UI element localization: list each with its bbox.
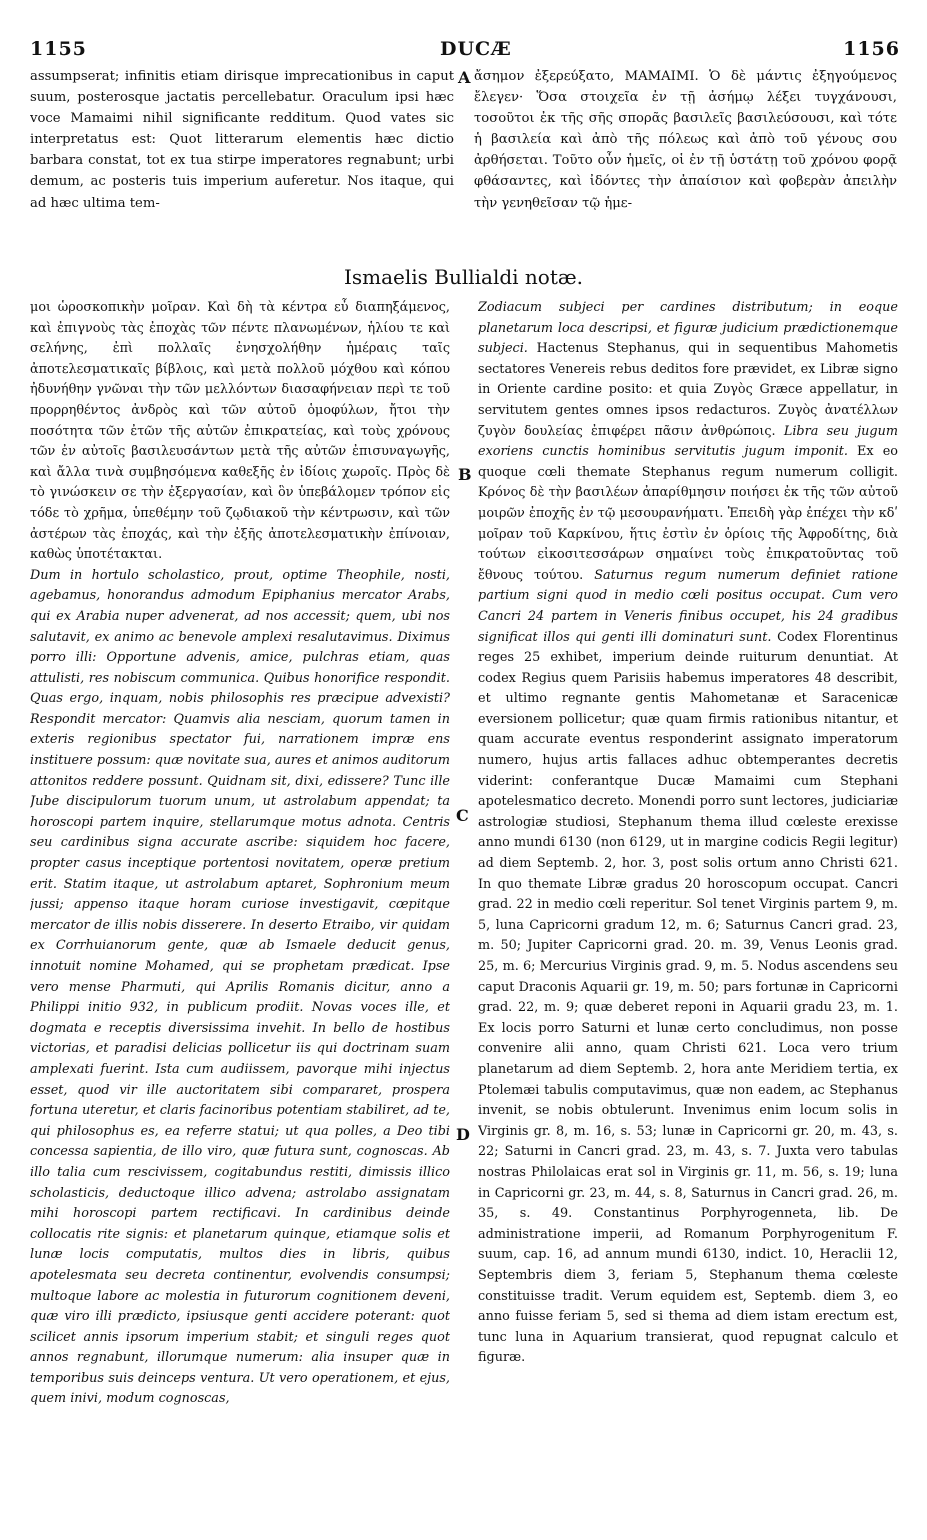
top-latin-text: assumpserat; infinitis etiam dirisque imprecationibus in caput suum, posterosque jactatis percellebatur. Oraculum ipsi hæc voce Mamaimi nihil significante redditum. Quod vates sic interpretatus est: Quot litterarum elementis hæc dictio barbara constat, tot ex tua stirpe imperatores regnabunt; urbi demum, ac posteris tuis imperium auferetur. Nos itaque, qui ad hæc ultima tem- — [30, 69, 454, 211]
margin-letter-d: D — [456, 1125, 470, 1144]
top-latin-column — [30, 66, 454, 266]
running-header — [30, 38, 900, 64]
notes-right-text-6: Codex Florentinus reges 25 exhibet, imperium deinde ruiturum denuntiat. At codex Regius quem Parisiis habemus imperatores 48 describit, et ultimo regnante gentis Mahometanæ et Saracenicæ eversionem pollicetur; quæ quam firmis rationibus nitantur, et quam accurate eventus responderint assignato imperatorum numero, hujus artis fallaces adhuc obtemperantes decretis viderint: conferantque Ducæ Mamaimi cum Stephani apotelesmatico decreto. Monendi porro sunt lectores, judiciariæ astrologiæ studiosi, Stephanum thema illud cœleste erexisse anno mundi 6130 (non 6129, ut in margine codicis Regii legitur) ad diem Septemb. 2, hor. 3, post solis ortum anno Christi 621. In quo themate Libræ gradus 20 horoscopum occupat. Cancri grad. 22 in medio cœli reperitur. Sol tenet Virginis partem 9, m. 5, luna Capricorni gradum 12, m. 6; Saturnus Cancri grad. 23, m. 50; Jupiter Capricorni grad. 20. m. 39, Venus Leonis grad. 25, m. 6; Mercurius Virginis grad. 9, m. 5. Nodus ascendens seu caput Draconis Aquarii gr. 19, m. 50; pars fortunæ in Capricorni grad. 22, m. 9; quæ deberet reponi in Aquarii gradu 23, m. 1. Ex locis porro Saturni et lunæ certo concludimus, non posse convenire alii anno, quam Christi 621. Loca vero trium planetarum ad diem Septemb. 2, hora ante Meridiem tertia, ex Ptolemæi tabulis computavimus, quæ non eadem, ac Stephanus invenit, se nobis obtulerunt. Invenimus enim locum solis in Virginis gr. 8, m. 16, s. 53; lunæ in Capricorni gr. 20, m. 43, s. 22; Saturni in Cancri grad. 23, m. 43, s. 7. Juxta vero tabulas nostras Philolaicas erat sol in Virginis gr. 11, m. 56, s. 19; luna in Capricorni gr. 23, m. 44, s. 8, Saturnus in Cancri grad. 26, m. 35, s. 49. Constantinus Porphyrogenneta, lib. De administratione imperii, ad Romanum Porphyrogenitum F. suum, cap. 16, ad annum mundi 6130, indict. 10, Heraclii 12, Septembris diem 3, feriam 5, Stephanum thema cœleste constituisse tradit. Verum equidem est, Septemb. diem 3, eo anno fuisse feriam 5, sed si thema ad diem istam erectum est, tunc luna in Aquarium transierat, quod repugnat calculo et figuræ. — [478, 629, 898, 1366]
page-number-right: 1156 — [843, 38, 900, 60]
top-greek-text: ἄσημον ἐξερεύξατο, ΜΑΜΑΙΜΙ. Ὁ δὲ μάντις ἐξηγούμενος ἔλεγεν· Ὅσα στοιχεῖα ἐν τῇ ἀσήμῳ λέξει τυγχάνουσι, τοσοῦτοι ἐκ τῆς σῆς σπορᾶς βασιλεῖς βασιλεύσουσι, καὶ τότε ἡ βασιλεία καὶ ἀπὸ τῆς πόλεως καὶ ἀπὸ τοῦ γένους σου ἀρθήσεται. Τοῦτο οὖν ἡμεῖς, οἱ ἐν τῇ ὑστάτῃ τοῦ χρόνου φορᾷ φθάσαντες, καὶ ἰδόντες τὴν ἀπαίσιον καὶ φοβερὰν ἀπειλὴν τὴν γενηθεῖσαν τῷ ἡμε- — [474, 69, 897, 211]
notes-right-text-4: Ex eo quoque cœli themate Stephanus regum numerum colligit. Κρόνος δὲ τὴν βασιλέων ἀπαρίθμησιν ποιήσει ἐκ τῆς τῶν αὐτοῦ μοιρῶν ἐποχῆς ἐν τῷ μεσουρανήματι. Ἐπειδὴ γὰρ ἐπέχει τὴν κδʹ μοῖραν τοῦ Καρκίνου, ἥτις ἐστὶν ἐν ὁρίοις τῆς Ἀφροδίτης, διὰ τούτων εἰκοσιτεσσάρων σημαίνει τοὺς ἐπικρατοῦντας τοῦ ἔθνους τούτου. — [478, 444, 898, 583]
notes-left-greek: μοι ὡροσκοπικὴν μοῖραν. Καὶ δὴ τὰ κέντρα εὖ διαπηξάμενος, καὶ ἐπιγνοὺς τὰς ἐποχὰς τῶν πέντε πλανωμένων, ἡλίου τε καὶ σελήνης, ἐπὶ πολλαῖς ἐνησχολήθην ἡμέραις ταῖς ἀποτελεσματικαῖς βίβλοις, καὶ μετὰ πολλοῦ μόχθου καὶ κόπου ἠδυνήθην γνῶναι τὴν τῶν μελλόντων διασαφήνειαν περὶ τε τοῦ προρρηθέντος ἀνδρὸς καὶ τῶν αὐτοῦ ὁμοφύλων, ἤτοι τὴν ποσότητα τῶν ἐτῶν τῆς αὐτῶν ἐπικρατείας, καὶ τοὺς χρόνους τῶν ἐν αὐτοῖς βασιλευσάντων μετὰ τῆς αὐτῶν ἐπισυναγωγῆς, καὶ ἄλλα τινὰ συμβησόμενα καθεξῆς ἐν ἰδίοις χωροῖς. Πρὸς δὲ τὸ γινώσκειν σε τὴν ἐξεργασίαν, καὶ ὃν ὑπεβάλομεν τρόπον εἰς τόδε τὸ χρῆμα, ὑπεθέμην τοῦ ζῳδιακοῦ τὴν κέντρωσιν, καὶ τῶν ἀστέρων τὰς ἐποχάς, καὶ τὴν ἐξῆς ἀποτελεσματικὴν ἐπίνοιαν, καθὼς ὑποτέτακται. — [30, 300, 450, 563]
notes-left-latin: Dum in hortulo scholastico, prout, optime Theophile, nosti, agebamus, honorandus admodum Epiphanius mercator Arabs, qui ex Arabia nuper advenerat, ad nos accessit; quem, ubi nos salutavit, ex animo ac benevole amplexi resalutavimus. Diximus porro illi: Opportune advenis, amice, pulchras etiam, quas attulisti, res nobiscum communica. Quibus honorifice respondit. Quas ergo, inquam, nobis philosophis res præcipue advexisti? Respondit mercator: Quamvis alia nesciam, quorum tamen in exteris regionibus spectator fui, narrationem impræ ens instituere possum: quæ novitate sua, aures et animos auditorum attonitos reddere possunt. Quidnam sit, dixi, edissere? Tunc ille Jube discipulorum tuorum unum, ut astrolabum appendat; ta horoscopi partem inquire, stellarumque motus adnota. Centris seu cardinibus signa accurate ascribe: siquidem hoc facere, propter casus inceptique portentosi novitatem, operæ pretium erit. Statim itaque, ut astrolabum aptaret, Sophronium meum jussi; appenso itaque horam curiose investigavit, cœpitque mercator de illis nobis disserere. In deserto Etraibo, vir quidam ex Corrhuianorum gente, quæ ab Ismaele deducit genus, innotuit nomine Mohamed, qui se prophetam prædicat. Ipse vero mense Pharmuti, qui Aprilis Romanis dicitur, anno a Philippi initio 932, in publicum prodiit. Novas voces ille, et dogmata e receptis diversissima invehit. In bello de hostibus victorias, et paradisi delicias pollicetur iis qui doctrinam suam amplexati fuerint. Ista cum audiissem, pavorque mihi injectus esset, quod vir ille auctoritatem sibi compararet, prospera fortuna uteretur, et claris facinoribus potentiam stabiliret, ad te, qui philosophus es, ea referre statui; ut qua polles, a Deo tibi concessa sapientia, de illo viro, quæ futura sunt, cognoscas. Ab illo talia cum rescivissem, cogitabundus restiti, dimissis illico scholasticis, deductoque illico advena; astrolabo assignatam mihi horoscopi partem rectificavi. In cardinibus deinde collocatis rite signis: et planetarum quinque, etiamque solis et lunæ locis computatis, multos dies in libris, quibus apotelesmata seu decreta continentur, evolvendis consumpsi; multoque labore ac molestia in futurorum cognitionem deveni, quæ viro illi prædicto, ipsiusque genti accidere poterant: quot scilicet annis ipsorum imperium stabit; et singuli reges quot annos regnabunt, illorumque numerum: alia insuper quæ in temporibus suis deinceps ventura. Ut vero operationem, et ejus, quem inivi, modum cognoscas, — [30, 567, 450, 1407]
margin-letter-c: C — [456, 806, 469, 825]
notes-heading: Ismaelis Bullialdi notæ. — [343, 265, 584, 289]
notes-left-column — [30, 298, 450, 1518]
notes-right-italic-1: Zodiacum subjeci per cardines distributum; in eoque planetarum loca descripsi, et figuræ judicium prædictionemque subjeci. — [478, 300, 898, 357]
notes-right-text-2: Hactenus Stephanus, qui in sequentibus Mahometis sectatores Venereis rebus deditos fore prævidet, ex Libræ signo in Oriente cardine posito: et quia Ζυγὸς Græce appellatur, in servitutem gentes omnes ipsos redacturos. Ζυγὸς ἀνατέλλων ζυγὸν δουλείας ἐπιφέρει πᾶσιν ἀνθρώποις. — [478, 341, 898, 439]
notes-right-italic-3: Libra seu jugum exoriens cunctis hominibus servitutis jugum imponit. — [478, 423, 898, 460]
page-number-left: 1155 — [30, 38, 87, 60]
margin-letter-a: A — [458, 68, 471, 87]
top-greek-column — [474, 66, 897, 266]
notes-right-italic-5: Saturnus regum numerum definiet ratione partium signi quod in medio cœli positus occupat. Cum vero Cancri 24 partem in Veneris finibus occupet, his 24 gradibus significat illos qui genti illi dominaturi sunt. — [478, 567, 898, 645]
running-title: DUCÆ — [440, 38, 512, 60]
margin-letter-b: B — [458, 465, 472, 484]
notes-right-column — [478, 298, 898, 1518]
